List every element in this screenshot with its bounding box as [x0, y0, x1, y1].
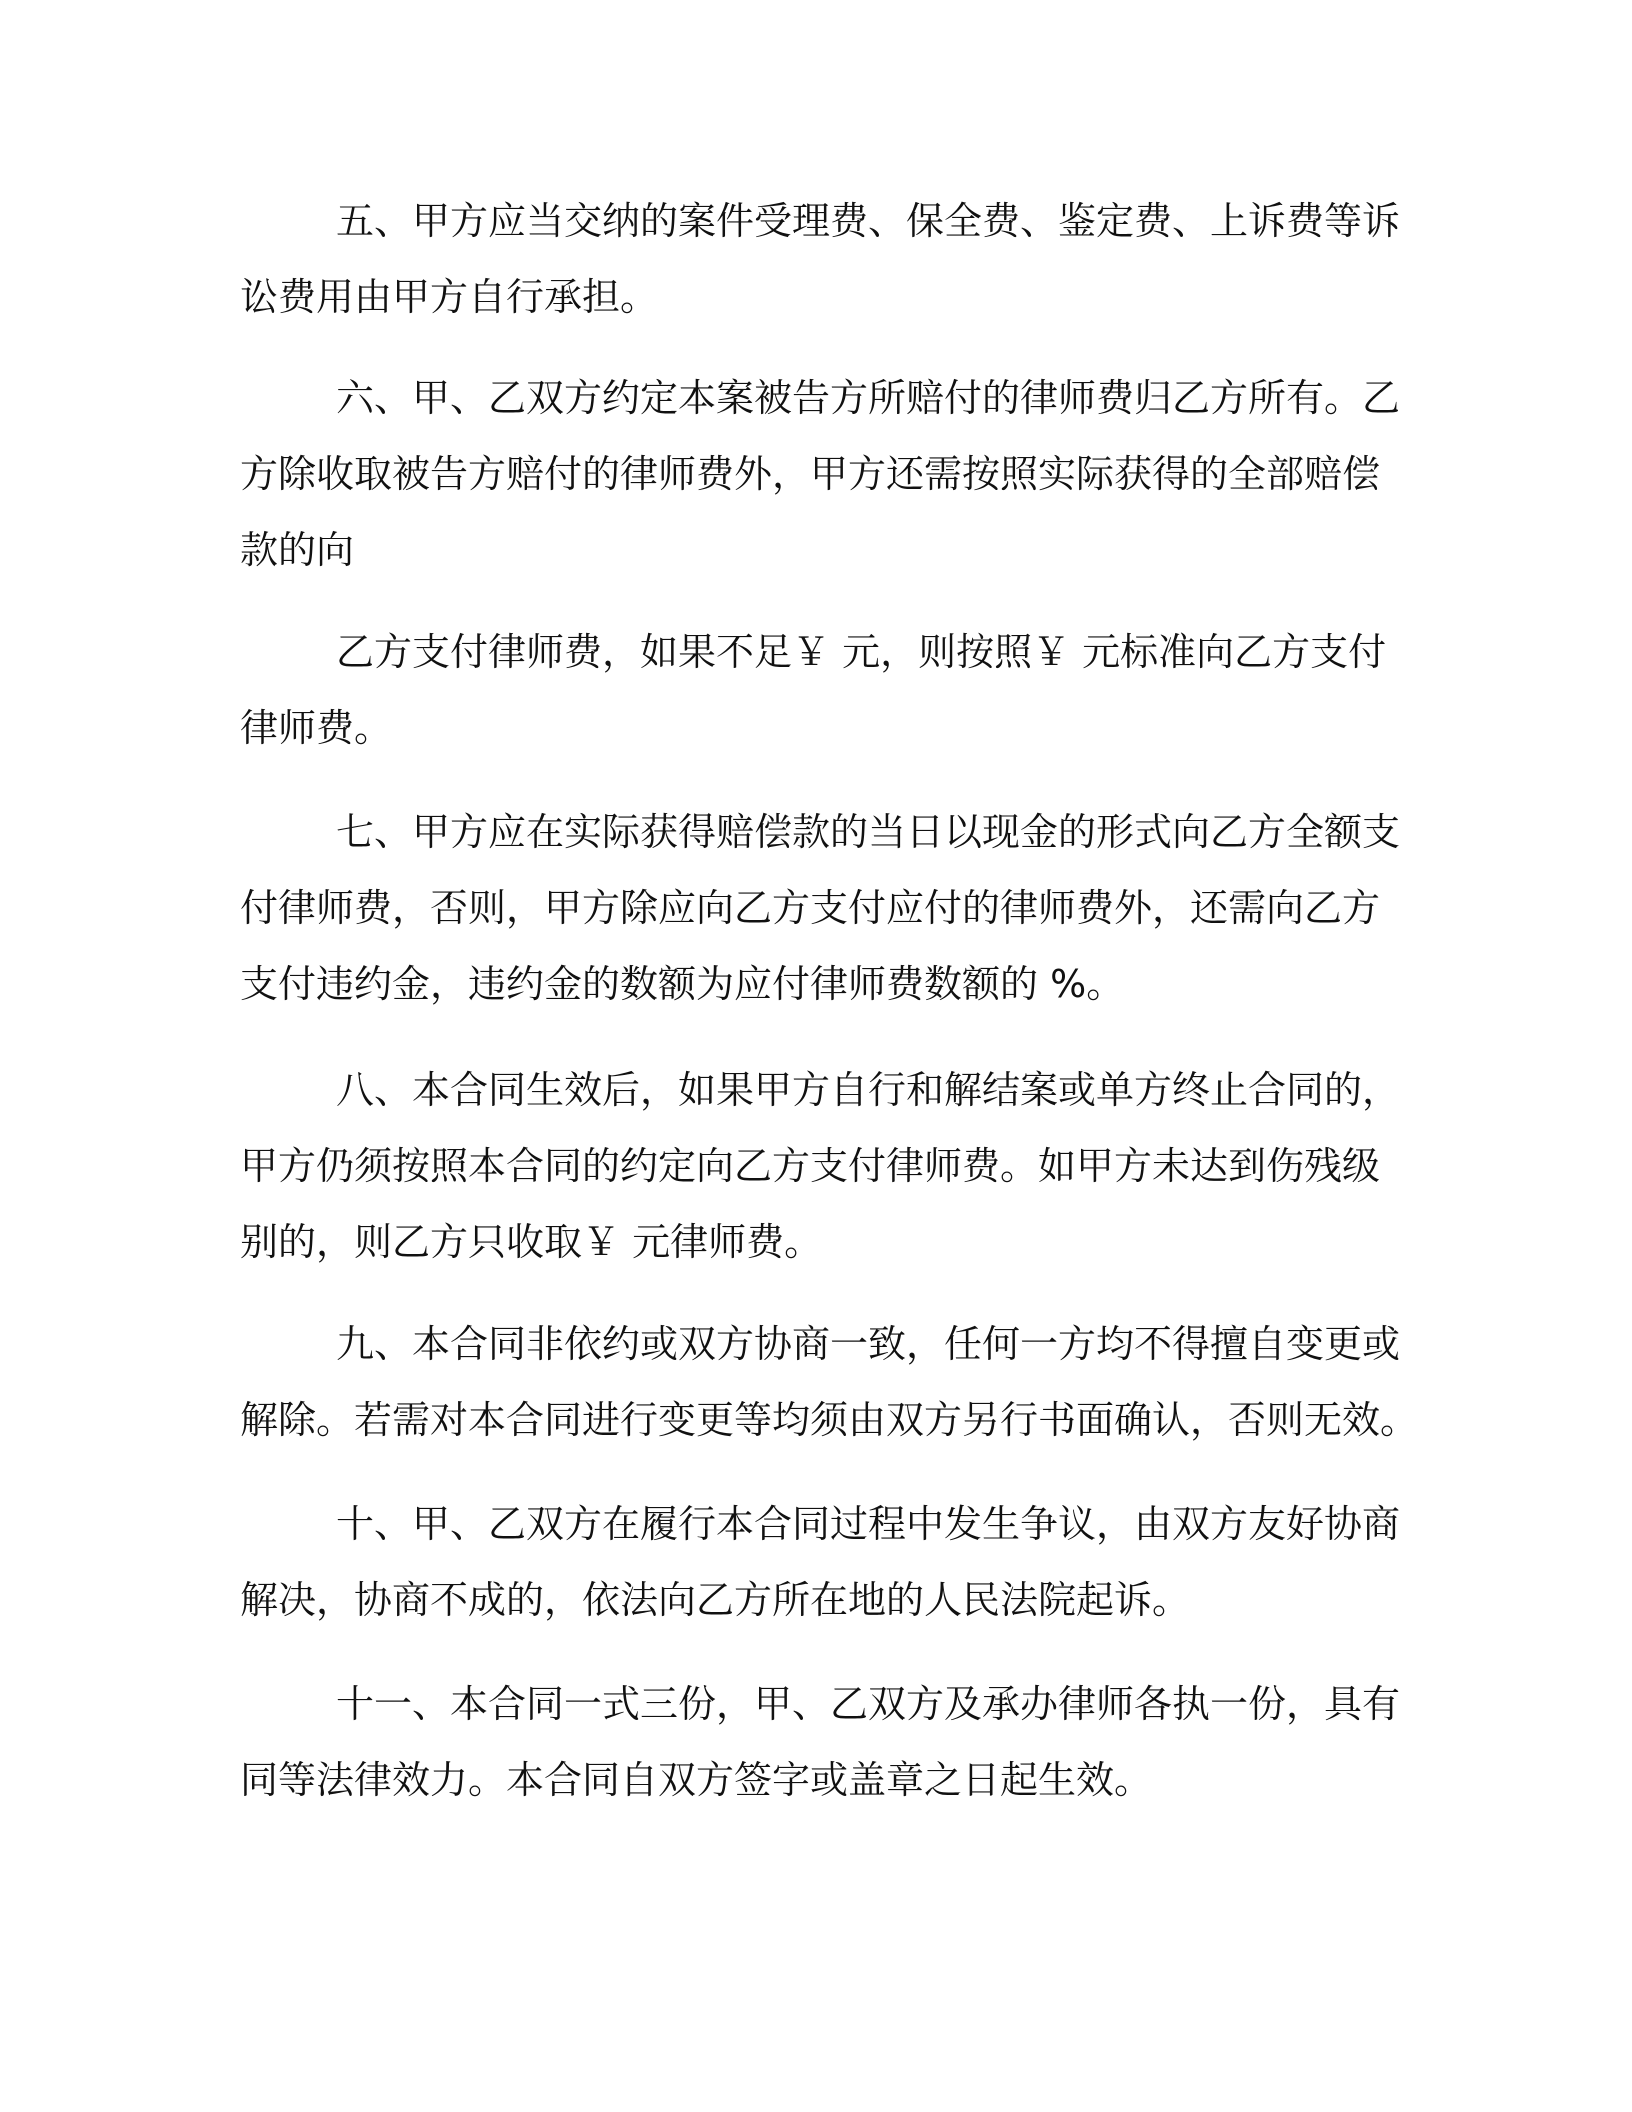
clause-7-line-3: 支付违约金，违约金的数额为应付律师费数额的 %。: [240, 962, 1125, 1006]
clause-7-line-2: 付律师费，否则，甲方除应向乙方支付应付的律师费外，还需向乙方: [240, 886, 1381, 930]
clause-10-line-2: 解决，协商不成的，依法向乙方所在地的人民法院起诉。: [240, 1578, 1191, 1622]
clause-6-line-2: 方除收取被告方赔付的律师费外，甲方还需按照实际获得的全部赔偿: [240, 452, 1381, 496]
clause-8-line-1: 八、本合同生效后，如果甲方自行和解结案或单方终止合同的，: [336, 1068, 1401, 1112]
clause-6-continued-line-2: 律师费。: [240, 706, 393, 750]
clause-5-line-2: 讼费用由甲方自行承担。: [240, 275, 659, 319]
clause-11: [240, 1666, 1401, 1818]
clause-6-continued: [240, 614, 1387, 766]
clause-11-line-1: 十一、本合同一式三份，甲、乙双方及承办律师各执一份，具有: [336, 1682, 1401, 1726]
clause-7-line-1: 七、甲方应在实际获得赔偿款的当日以现金的形式向乙方全额支: [336, 810, 1401, 854]
clause-9-line-1: 九、本合同非依约或双方协商一致，任何一方均不得擅自变更或: [336, 1322, 1401, 1366]
clause-9: [240, 1306, 1419, 1458]
clause-5: [240, 183, 1401, 335]
clause-10: [240, 1486, 1401, 1638]
clause-7: [240, 794, 1401, 1022]
clause-6-continued-line-1: 乙方支付律师费，如果不足￥ 元，则按照￥ 元标准向乙方支付: [336, 630, 1387, 674]
clause-6-line-1: 六、甲、乙双方约定本案被告方所赔付的律师费归乙方所有。乙: [336, 376, 1401, 420]
clause-5-line-1: 五、甲方应当交纳的案件受理费、保全费、鉴定费、上诉费等诉: [336, 199, 1401, 243]
clause-8: [240, 1052, 1401, 1280]
clause-9-line-2: 解除。若需对本合同进行变更等均须由双方另行书面确认，否则无效。: [240, 1398, 1419, 1442]
clause-8-line-2: 甲方仍须按照本合同的约定向乙方支付律师费。如甲方未达到伤残级: [240, 1144, 1381, 1188]
clause-6-line-3: 款的向: [240, 528, 355, 572]
clause-11-line-2: 同等法律效力。本合同自双方签字或盖章之日起生效。: [240, 1758, 1153, 1802]
clause-6: [240, 360, 1401, 588]
clause-8-line-3: 别的，则乙方只收取￥ 元律师费。: [240, 1220, 823, 1264]
clause-10-line-1: 十、甲、乙双方在履行本合同过程中发生争议，由双方友好协商: [336, 1502, 1401, 1546]
